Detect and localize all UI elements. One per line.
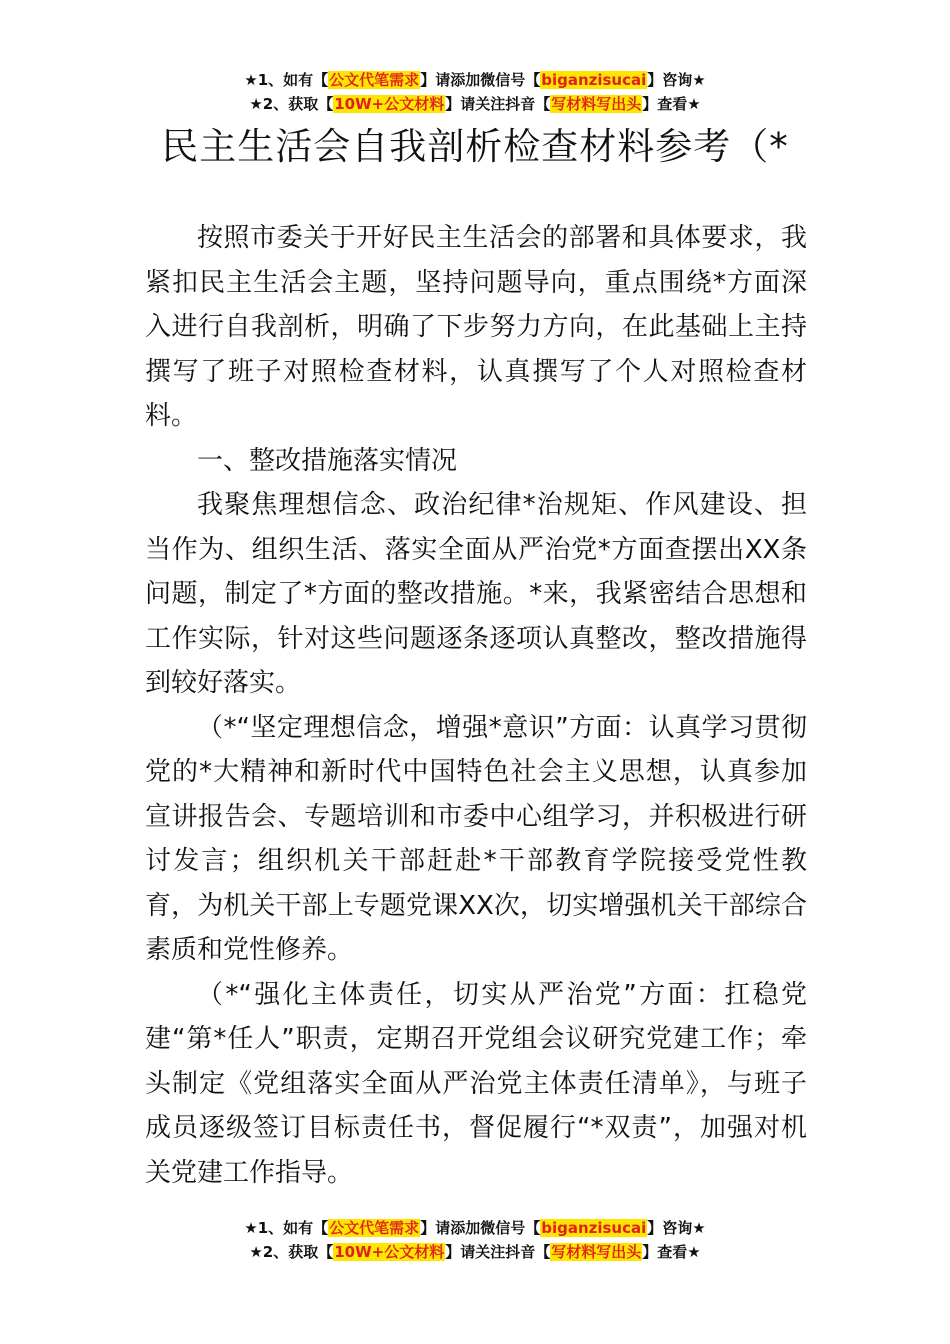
banner-text: 】咨询★ (647, 71, 706, 89)
banner-highlight: 10W+公文材料 (334, 1243, 445, 1261)
banner-highlight: 公文代笔需求 (329, 1219, 420, 1237)
banner-text: 】查看★ (642, 95, 701, 113)
banner-text: ★2、获取【 (249, 1243, 334, 1261)
banner-highlight: biganzisucai (541, 1219, 647, 1237)
banner-text: ★1、如有【 (244, 1219, 329, 1237)
banner-line-1 (0, 68, 950, 92)
banner-text: 】请添加微信号【 (420, 1219, 541, 1237)
banner-text: ★1、如有【 (244, 71, 329, 89)
banner-text: 】请关注抖音【 (445, 95, 551, 113)
footer-banner (0, 1216, 950, 1264)
banner-text: 】查看★ (642, 1243, 701, 1261)
paragraph: 我聚焦理想信念、政治纪律*治规矩、作风建设、担当作为、组织生活、落实全面从严治党*方面查摆出XX条问题，制定了*方面的整改措施。*来，我紧密结合思想和工作实际，针对这些问题逐条逐项认真整改，整改措施得到较好落实。 (145, 490, 807, 698)
banner-highlight: biganzisucai (541, 71, 647, 89)
banner-text: 】咨询★ (647, 1219, 706, 1237)
paragraph: （*“强化主体责任，切实从严治党”方面：扛稳党建“第*任人”职责，定期召开党组会议研究党建工作；牵头制定《党组落实全面从严治党主体责任清单》，与班子成员逐级签订目标责任书，督促履行“*双责”，加强对机关党建工作指导。 (145, 979, 807, 1188)
banner-text: 】请关注抖音【 (445, 1243, 551, 1261)
paragraph: （*“坚定理想信念，增强*意识”方面：认真学习贯彻党的*大精神和新时代中国特色社会主义思想，认真参加宣讲报告会、专题培训和市委中心组学习，并积极进行研讨发言；组织机关干部赶赴*干部教育学院接受党性教育，为机关干部上专题党课XX次，切实增强机关干部综合素质和党性修养。 (145, 712, 807, 965)
section-heading: 一、整改措施落实情况 (197, 445, 458, 476)
header-banner (0, 68, 950, 116)
banner-highlight: 写材料写出头 (551, 1243, 642, 1261)
banner-highlight: 写材料写出头 (551, 95, 642, 113)
banner-text: ★2、获取【 (249, 95, 334, 113)
document-body (145, 216, 807, 1195)
paragraph-intro: 按照市委关于开好民主生活会的部署和具体要求，我紧扣民主生活会主题，坚持问题导向，重点围绕*方面深入进行自我剖析，明确了下步努力方向，在此基础上主持撰写了班子对照检查材料，认真撰写了个人对照检查材料。 (145, 223, 807, 431)
banner-line-2 (0, 1240, 950, 1264)
banner-highlight: 公文代笔需求 (329, 71, 420, 89)
banner-line-2 (0, 92, 950, 116)
banner-line-1 (0, 1216, 950, 1240)
banner-text: 】请添加微信号【 (420, 71, 541, 89)
banner-highlight: 10W+公文材料 (334, 95, 445, 113)
document-title: 民主生活会自我剖析检查材料参考（* (161, 125, 789, 168)
